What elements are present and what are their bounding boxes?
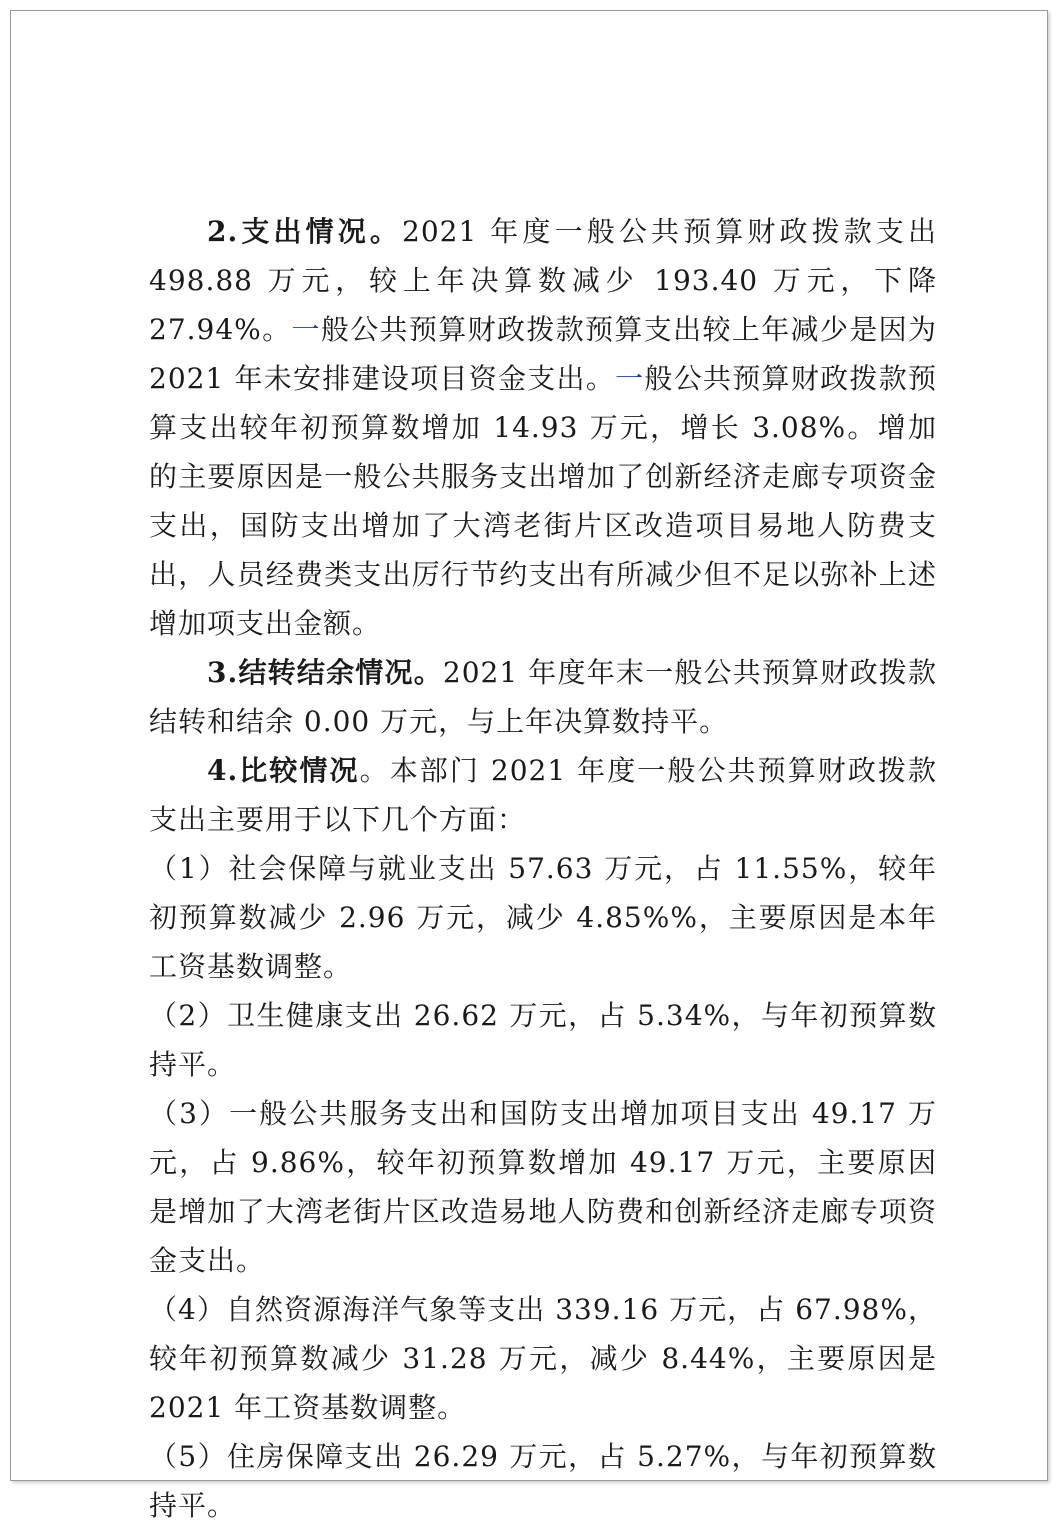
list-item-social-security: （1）社会保障与就业支出 57.63 万元，占 11.55%，较年初预算数减少 2.96 万元，减少 4.85%%，主要原因是本年工资基数调整。	[149, 852, 937, 983]
expenditure-text-b: 般公共预算财政拨款预算支出较上年减少是因为 2021 年未安排建设项目资金支出。	[149, 313, 937, 395]
expenditure-text-c: 般公共预算财政拨款预算支出较年初预算数增加 14.93 万元，增长 3.08%。增加的主要原因是一般公共服务支出增加了创新经济走廊专项资金支出，国防支出增加了大湾老街片区改造项目易地人防费支出，人员经费类支出厉行节约支出有所减少但不足以弥补上述增加项支出金额。	[149, 362, 937, 640]
paragraph-expenditure	[149, 207, 937, 648]
document-page	[10, 10, 1048, 1522]
list-item-health: （2）卫生健康支出 26.62 万元，占 5.34%，与年初预算数持平。	[149, 999, 937, 1081]
list-item-housing: （5）住房保障支出 26.29 万元，占 5.27%，与年初预算数持平。	[149, 1440, 937, 1522]
comparison-text: 。本部门 2021 年度一般公共预算财政拨款支出主要用于以下几个方面：	[149, 754, 938, 836]
heading-comparison: 4.比较情况	[207, 754, 360, 787]
document-body	[149, 207, 937, 1530]
list-item-public-services: （3）一般公共服务支出和国防支出增加项目支出 49.17 万元，占 9.86%，较年初预算数增加 49.17 万元，主要原因是增加了大湾老街片区改造易地人防费和创新经济走廊专项资金支出。	[149, 1097, 937, 1277]
expenditure-text-a: 2021 年度一般公共预算财政拨款支出 498.88 万元，较上年决算数减少 193.40 万元，下降 27.94%。	[149, 215, 937, 346]
list-item-natural-resources: （4）自然资源海洋气象等支出 339.16 万元，占 67.98%，较年初预算数减少 31.28 万元，减少 8.44%，主要原因是 2021 年工资基数调整。	[149, 1293, 937, 1424]
carryover-text: 2021 年度年末一般公共预算财政拨款结转和结余 0.00 万元，与上年决算数持平。	[149, 656, 937, 738]
paragraph-comparison	[149, 746, 937, 844]
accent-char-b: 一	[615, 362, 645, 395]
heading-expenditure: 2.支出情况。	[207, 215, 403, 248]
heading-carryover: 3.结转结余情况。	[207, 656, 443, 689]
accent-char-a: 一	[291, 313, 321, 346]
paragraph-carryover	[149, 648, 937, 746]
